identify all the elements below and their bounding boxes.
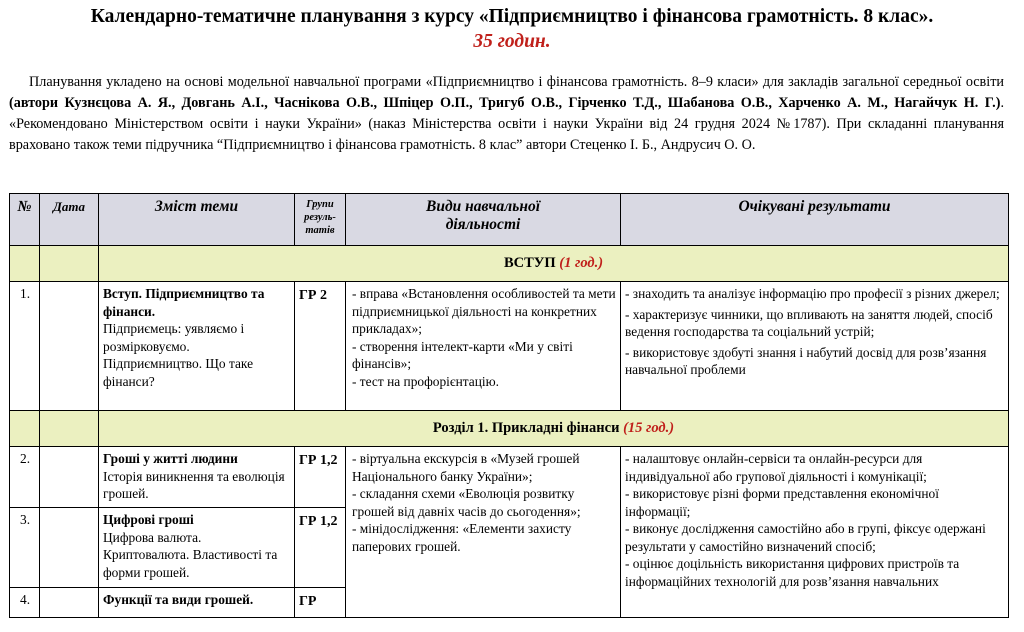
row-topic: Гроші у житті людини Історія виникнення та еволюція грошей.	[99, 447, 295, 508]
row-date	[40, 508, 99, 588]
row-date	[40, 588, 99, 618]
header-groups: Групи резуль- татів	[295, 194, 346, 246]
table-row	[10, 282, 1009, 411]
merged-activities: - віртуальна екскурсія в «Музей грошей Національного банку України»; - складання схеми «Еволюція розвитку грошей від давніх часів до сьогодення»; - мінідослідження: «Елементи захисту паперових грошей.	[346, 447, 621, 618]
section-cell-empty	[10, 411, 40, 447]
section-cell-empty	[40, 411, 99, 447]
hours-subtitle: 35 годин.	[473, 31, 551, 52]
planning-table	[9, 193, 1009, 618]
section-row-intro	[10, 246, 1009, 282]
section-cell-empty	[10, 246, 40, 282]
section-label: Розділ 1. Прикладні фінанси (15 год.)	[99, 411, 1009, 447]
row-group: ГР 1,2	[295, 447, 346, 508]
row-date	[40, 447, 99, 508]
row-num: 4.	[10, 588, 40, 618]
row-topic: Вступ. Підприємництво та фінанси. Підприємець: уявляємо і розмірковуємо. Підприємництво. Що таке фінанси?	[99, 282, 295, 411]
row-group: ГР 1,2	[295, 508, 346, 588]
row-topic: Цифрові гроші Цифрова валюта. Криптовалюта. Властивості та форми грошей.	[99, 508, 295, 588]
table-header-row	[10, 194, 1009, 246]
row-group: ГР 2	[295, 282, 346, 411]
table-row	[10, 447, 1009, 508]
section-label: ВСТУП (1 год.)	[99, 246, 1009, 282]
row-num: 2.	[10, 447, 40, 508]
header-topic: Зміст теми	[99, 194, 295, 246]
header-num: №	[10, 194, 40, 246]
header-results: Очікувані результати	[621, 194, 1009, 246]
row-activities: - вправа «Встановлення особливостей та мети підприємницької діяльності на конкретних прикладах»; - створення інтелект-карти «Ми у світі фінансів»; - тест на профорієнтацію.	[346, 282, 621, 411]
merged-results: - налаштовує онлайн-сервіси та онлайн-ресурси для індивідуальної або групової діяльності і комунікації; - використовує різні форми представлення економічної інформації; - виконує дослідження самостійно або в групі, фіксує одержані результати у самостійно визначений спосіб; - оцінює доцільність використання цифрових пристроїв та інформаційних технологій для розв’язання навчальних	[621, 447, 1009, 618]
row-group: ГР	[295, 588, 346, 618]
row-topic: Функції та види грошей.	[99, 588, 295, 618]
document-title: Календарно-тематичне планування з курсу «Підприємництво і фінансова грамотність. 8 клас».	[90, 6, 934, 27]
intro-paragraph	[9, 72, 1004, 156]
section-row-part1	[10, 411, 1009, 447]
intro-text-1: Планування укладено на основі модельної навчальної програми «Підприємництво і фінансова грамотність. 8–9 класи» для закладів загальної середньої освіти	[29, 74, 1004, 90]
section-cell-empty	[40, 246, 99, 282]
intro-text-2: . «Рекомендовано Міністерством освіти і науки України» (наказ Міністерства освіти і науки України від 24 грудня 2024 №1787). При складанні планування враховано також теми підручника “Підприємництво і фінансова грамотність. 8 клас” автори Стеценко І. Б., Андрусич О. О.	[9, 95, 1004, 153]
intro-authors: (автори Кузнєцова А. Я., Довгань А.І., Часнікова О.В., Шпіцер О.П., Тригуб О.В., Гірченко Т.Д., Шабанова О.В., Харченко А. М., Нагайчук Н. Г.)	[9, 95, 1001, 111]
header-activity: Види навчальної діяльності	[346, 194, 621, 246]
row-num: 3.	[10, 508, 40, 588]
row-num: 1.	[10, 282, 40, 411]
row-date	[40, 282, 99, 411]
header-date: Дата	[40, 194, 99, 246]
row-results: - знаходить та аналізує інформацію про професії з різних джерел; - характеризує чинники, що впливають на заняття людей, спосіб ведення господарства та соціальний устрій; - використовує здобуті знання і набутий досвід для розв’язання навчальної проблеми	[621, 282, 1009, 411]
